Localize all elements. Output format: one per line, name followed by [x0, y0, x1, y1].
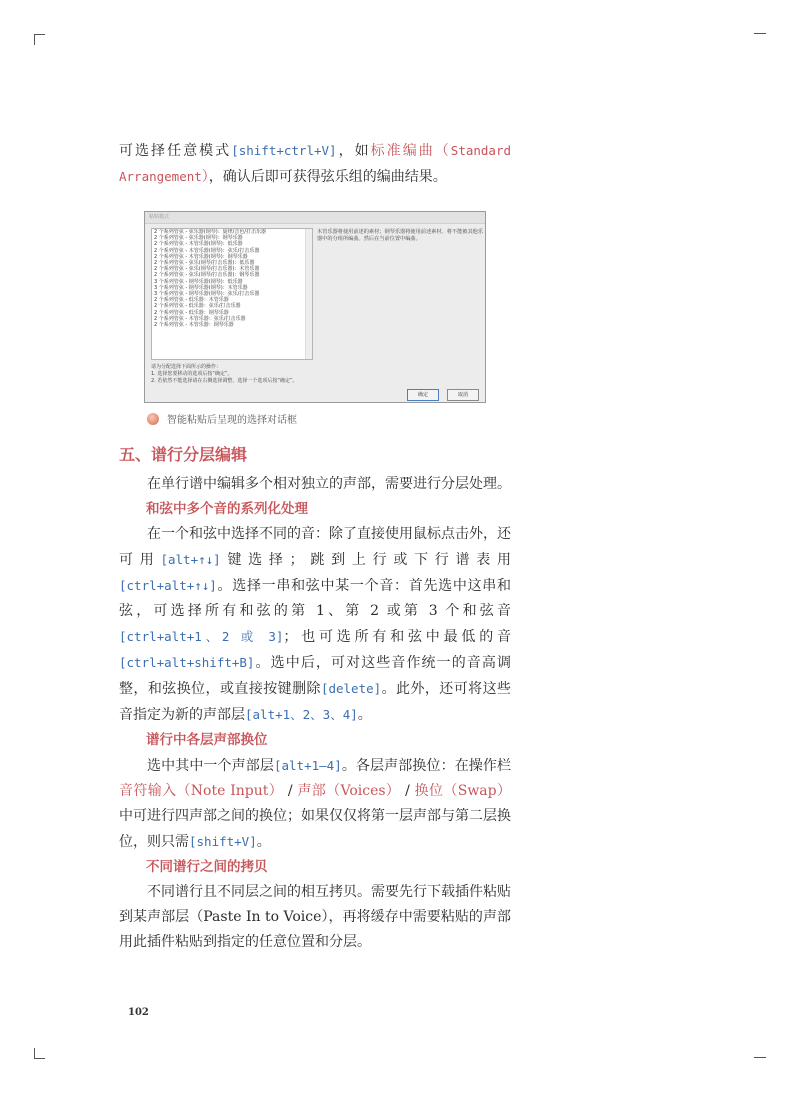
section-heading: 五、谱行分层编辑 [119, 445, 248, 464]
dialog-screenshot [144, 211, 486, 403]
listbox-row: 2 个系列管弦 - 木管乐器(钢琴)：钢琴乐器 [154, 253, 248, 260]
intro-text: 可选择任意模式 [119, 143, 232, 159]
figure-caption [147, 412, 297, 430]
shortcut-key: [shift+ctrl+V] [231, 143, 337, 158]
listbox-row: 2 个系列管弦 - 弦乐器(钢琴)：旋律/音色/打击乐器 [154, 229, 267, 235]
caption-text: 智能粘贴后呈现的选择对话框 [167, 415, 297, 426]
shortcut-key: [shift+V] [189, 834, 257, 849]
intro-paragraph [119, 138, 511, 190]
shortcut-key: [ctrl+alt+shift+B] [119, 655, 255, 670]
listbox-row: 2 个系列管弦 - 木管乐器：钢琴乐器 [154, 322, 234, 329]
listbox-row: 2 个系列管弦 - 弦乐(钢琴/打击乐器)：低乐器 [154, 260, 255, 267]
option-listbox [151, 228, 313, 360]
option-description: 木管乐器将使用前述的素材；钢琴乐器将使用前述素材。将不能被其他乐器中的分组所编曲。然后在当前位置中编曲。 [317, 229, 484, 242]
menu-path: 换位（Swap） [414, 783, 511, 799]
listbox-row: 3 个系列管弦 - 钢琴乐器(钢琴)：弦乐/打击乐器 [154, 291, 260, 298]
menu-path: 声部（Voices） [297, 783, 401, 799]
ok-button: 确定 [407, 389, 439, 401]
crop-mark-bottom-right [754, 1057, 766, 1058]
dialog-titlebar [145, 212, 485, 224]
shortcut-key: [ctrl+alt+↑↓] [119, 578, 217, 593]
listbox-scrollbar [305, 229, 312, 359]
shortcut-key: [alt+↑↓] [160, 552, 221, 567]
intro-text: ，如 [336, 143, 371, 159]
menu-path-english: Standard Arrangement [119, 143, 512, 184]
dialog-hint: 请为分配选择下面所示的操作： [151, 364, 222, 370]
intro-text: ，确认后即可获得弦乐组的编曲结果。 [208, 169, 447, 185]
caption-bullet-icon [147, 413, 159, 425]
shortcut-key: [alt+1、2、3、4] [245, 707, 358, 722]
cancel-button: 取消 [447, 389, 479, 401]
subheading: 谱行中各层声部换位 [146, 732, 268, 748]
section-body [119, 472, 511, 955]
body-paragraph: 不同谱行且不同层之间的相互拷贝。需要先行下载插件粘贴到某声部层（Paste In to Voice），再将缓存中需要粘贴的声部用此插件粘贴到指定的任意位置和分层。 [119, 884, 511, 950]
page-number: 102 [128, 1007, 149, 1018]
listbox-row: 3 个系列管弦 - 钢琴乐器(钢琴)：低乐器 [154, 278, 243, 285]
listbox-row: 2 个系列管弦 - 木管乐器(钢琴)：弦乐/打击乐器 [154, 247, 260, 254]
crop-mark-bottom-left [34, 1048, 45, 1059]
menu-path: 音符输入（Note Input） [119, 783, 284, 799]
shortcut-key: [alt+1—4] [273, 758, 342, 773]
menu-path: 标准编曲（ [370, 143, 451, 159]
shortcut-key: [ctrl+alt+1、2 或 3] [119, 629, 284, 644]
subheading: 和弦中多个音的系列化处理 [146, 501, 308, 517]
listbox-row: 2 个系列管弦 - 低乐器：弦乐/打击乐器 [154, 303, 241, 310]
menu-path: ） [201, 169, 209, 185]
crop-mark-top-left [34, 34, 45, 45]
listbox-row: 3 个系列管弦 - 钢琴乐器(钢琴)：木管乐器 [154, 284, 248, 291]
listbox-row: 2 个系列管弦 - 木管乐器：弦乐/打击乐器 [154, 315, 246, 322]
listbox-row: 2 个系列管弦 - 弦乐(钢琴/打击乐器)：木管乐器 [154, 266, 260, 273]
body-paragraph: 选中其中一个声部层[alt+1—4]。各层声部换位：在操作栏音符输入（Note Input） / 声部（Voices） / 换位（Swap）中可进行四声部之间的换位；如果仅仅将第一层声部与第二层换位，则只需[shift+V]。 [119, 758, 512, 850]
listbox-row: 2 个系列管弦 - 木管乐器(钢琴)：低乐器 [154, 241, 243, 248]
subheading: 不同谱行之间的拷贝 [146, 859, 268, 875]
listbox-row: 2 个系列管弦 - 低乐器：钢琴乐器 [154, 309, 229, 316]
listbox-row: 2 个系列管弦 - 弦乐(钢琴/打击乐器)：钢琴乐器 [154, 272, 260, 279]
dialog-title: 粘贴模式 [149, 214, 170, 220]
dialog-hint: 2. 若依然不能选择请在右侧选择调整，选择一个选项后按“确定”。 [151, 378, 298, 384]
body-paragraph: 在一个和弦中选择不同的音：除了直接使用鼠标点击外，还可用[alt+↑↓]键选择；跳到上行或下行谱表用[ctrl+alt+↑↓]。选择一串和弦中某一个音：首先选中这串和弦，可选择所有和弦的第 1、第 2 或第 3 个和弦音[ctrl+alt+1、2 或 3]；也可选所有和弦中最低的音[ctrl+alt+shift+B]。选中后，可对这些音作统一的音高调整，和弦换位，或直接按键删除[delete]。此外，还可将这些音指定为新的声部层[alt+1、2、3、4]。 [119, 526, 512, 723]
body-paragraph: 在单行谱中编辑多个相对独立的声部，需要进行分层处理。 [147, 476, 511, 492]
shortcut-key: [delete] [320, 681, 382, 696]
listbox-row: 2 个系列管弦 - 弦乐器(钢琴)：钢琴乐器 [154, 235, 243, 242]
dialog-hint: 1. 选择您要移动的选项后按“确定”。 [151, 371, 233, 377]
crop-mark-top-right [754, 33, 766, 34]
listbox-row: 2 个系列管弦 - 低乐器：木管乐器 [154, 297, 229, 304]
